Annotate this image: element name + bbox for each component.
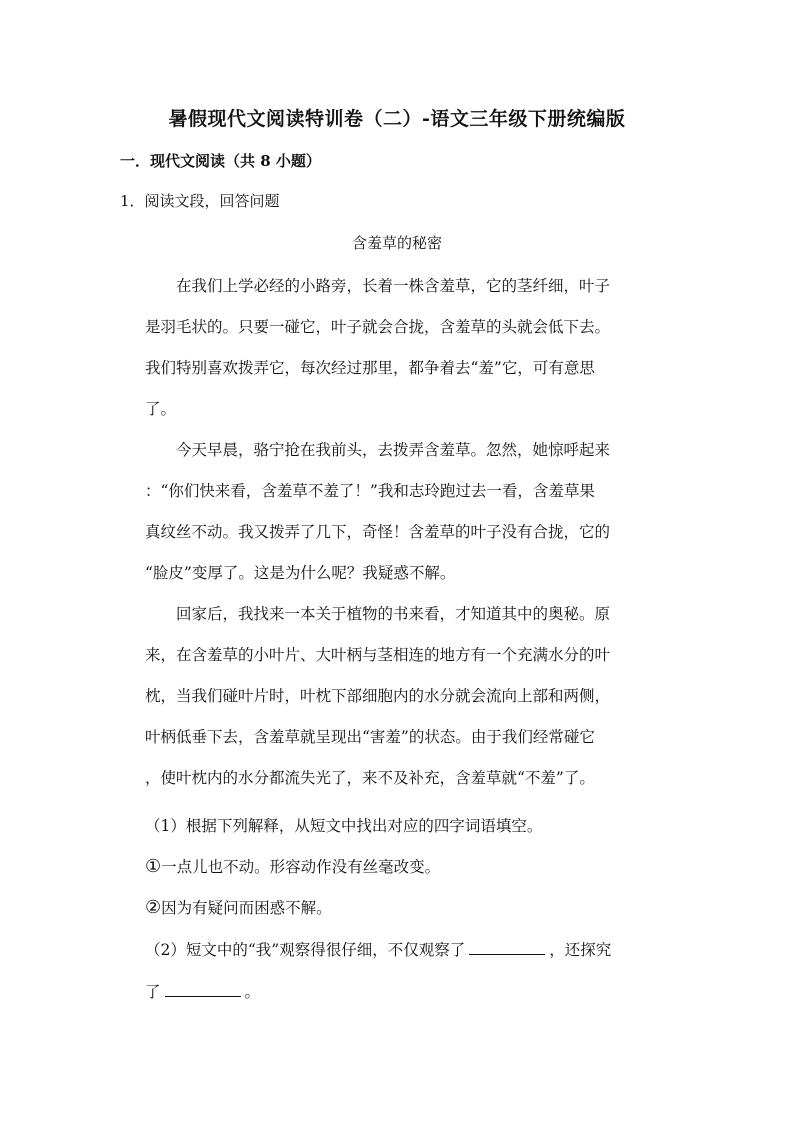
paragraph-line: 真纹丝不动。我又拨弄了几下，奇怪！含羞草的叶子没有合拢，它的 (145, 523, 611, 541)
paragraph-3 (145, 594, 675, 799)
paragraph-line: 我们特别喜欢拨弄它，每次经过那里，都争着去“羞”它，可有意思 (145, 359, 595, 377)
sub-question-2-text-d: 。 (244, 983, 261, 1001)
sub-question-2-text-b: ，还探究 (549, 941, 612, 959)
paragraph-line: 今天早晨，骆宁抢在我前头，去拨弄含羞草。忽然，她惊呼起来 (176, 441, 611, 459)
answer-blank-2[interactable] (165, 995, 241, 997)
paragraph-line: “脸皮”变厚了。这是为什么呢？我疑惑不解。 (145, 564, 456, 582)
paragraph-line: 在我们上学必经的小路旁，长着一株含羞草，它的茎纤细，叶子 (176, 277, 611, 295)
paragraph-line: ，使叶枕内的水分都流失光了，来不及补充，含羞草就“不羞”了。 (145, 769, 595, 787)
sub-question-2-line-1 (145, 938, 675, 960)
sub-question-2-line-2 (145, 980, 675, 1002)
article-title: 含羞草的秘密 (351, 234, 442, 252)
paragraph-line: 叶柄低垂下去，含羞草就呈现出“害羞”的状态。由于我们经常碰它 (145, 728, 595, 746)
circled-number-2: ② (145, 897, 162, 918)
sub-question-2-text-a: （2）短文中的“我”观察得很仔细，不仅观察了 (145, 941, 466, 959)
item-2-text: 因为有疑问而困惑不解。 (161, 899, 332, 917)
paragraph-1 (145, 266, 675, 430)
paragraph-line: 枕，当我们碰叶片时，叶枕下部细胞内的水分就会流向上部和两侧， (145, 687, 611, 705)
document-title: 暑假现代文阅读特训卷（二）-语文三年级下册统编版 (168, 108, 626, 130)
sub-question-1-item-2 (145, 896, 675, 918)
paragraph-line: 回家后，我找来一本关于植物的书来看，才知道其中的奥秘。原 (176, 605, 611, 623)
sub-question-2-text-c: 了 (145, 983, 161, 1001)
sub-question-1: （1）根据下列解释，从短文中找出对应的四字词语填空。 (145, 817, 543, 835)
paragraph-line: 了。 (145, 400, 177, 418)
answer-blank-1[interactable] (469, 953, 545, 955)
paragraph-line: 是羽毛状的。只要一碰它，叶子就会合拢，含羞草的头就会低下去。 (145, 318, 611, 336)
paragraph-line: ：“你们快来看，含羞草不羞了！”我和志玲跑过去一看，含羞草果 (145, 482, 595, 500)
question-1-label: 1．阅读文段，回答问题 (120, 192, 280, 210)
sub-question-1-item-1 (145, 855, 675, 877)
item-1-text: 一点儿也不动。形容动作没有丝毫改变。 (161, 858, 441, 876)
circled-number-1: ① (145, 856, 162, 877)
paragraph-line: 来，在含羞草的小叶片、大叶柄与茎相连的地方有一个充满水分的叶 (145, 646, 611, 664)
paragraph-2 (145, 430, 675, 594)
section-heading: 一．现代文阅读（共 8 小题） (120, 152, 321, 170)
